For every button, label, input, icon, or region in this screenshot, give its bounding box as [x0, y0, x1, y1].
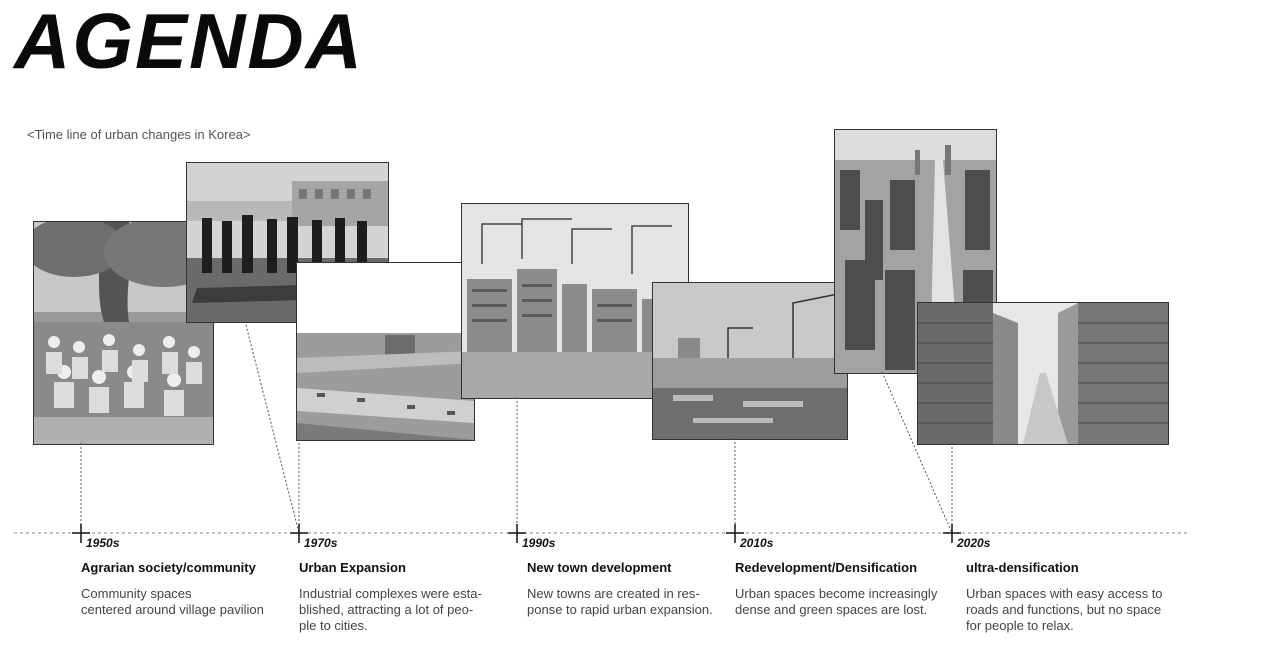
heading-1970s: Urban Expansion — [299, 560, 406, 575]
year-label-2020s: 2020s — [957, 536, 991, 550]
description-2020s: Urban spaces with easy access to roads and functions, but no space for people to relax. — [966, 586, 1163, 633]
description-1990s: New towns are created in res- ponse to rapid urban expansion. — [527, 586, 713, 617]
photo-2010s — [652, 282, 848, 440]
year-label-1970s: 1970s — [304, 536, 338, 550]
description-1950s: Community spaces centered around village pavilion — [81, 586, 264, 617]
year-label-1990s: 1990s — [522, 536, 556, 550]
heading-2020s: ultra-densification — [966, 560, 1079, 575]
photo-2020s-avenue — [917, 302, 1169, 445]
heading-1950s: Agrarian society/community — [81, 560, 256, 575]
page-subtitle: <Time line of urban changes in Korea> — [27, 127, 251, 142]
year-label-1950s: 1950s — [86, 536, 120, 550]
description-2010s: Urban spaces become increasingly dense and green spaces are lost. — [735, 586, 938, 617]
timeline-ticks — [72, 524, 961, 543]
description-1970s: Industrial complexes were esta- blished, attracting a lot of peo- ple to cities. — [299, 586, 482, 633]
heading-2010s: Redevelopment/Densification — [735, 560, 918, 575]
page-title: AGENDA — [14, 0, 365, 85]
year-label-2010s: 2010s — [740, 536, 774, 550]
heading-1990s: New town development — [527, 560, 672, 575]
photo-1970s-highway — [296, 262, 475, 441]
